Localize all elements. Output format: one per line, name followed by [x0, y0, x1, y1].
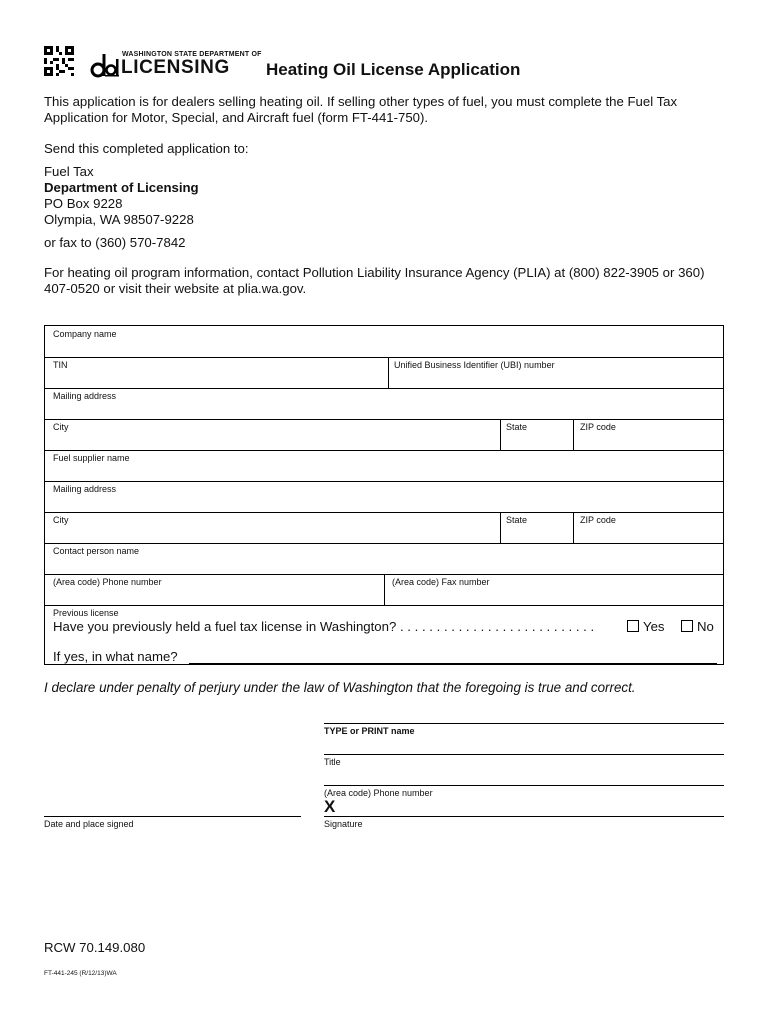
date-place-label: Date and place signed [44, 819, 134, 829]
state-field[interactable]: State [506, 422, 528, 432]
mailing-address-field[interactable]: Mailing address [53, 391, 117, 401]
intro-paragraph: This application is for dealers selling heating oil. If selling other types of fuel, you must complete the Fuel Tax Application for Motor, Special, and Aircraft fuel (form FT-441-750). [44, 94, 678, 125]
title-label: Title [324, 757, 341, 767]
address-line-bold: Department of Licensing [44, 180, 199, 195]
title-line[interactable] [324, 754, 724, 755]
no-option[interactable] [681, 619, 714, 634]
fax-text: or fax to (360) 570-7842 [44, 235, 186, 250]
address-line: PO Box 9228 [44, 196, 123, 211]
print-name-line[interactable] [324, 723, 724, 724]
perjury-declaration: I declare under penalty of perjury under the law of Washington that the foregoing is true and correct. [44, 680, 636, 695]
application-form [44, 325, 724, 665]
city-field[interactable]: City [53, 422, 69, 432]
form-number: FT-441-245 (R/12/13)WA [44, 970, 117, 977]
address-line: Olympia, WA 98507-9228 [44, 212, 194, 227]
contact-person-field[interactable]: Contact person name [53, 546, 140, 556]
previous-license-question: Have you previously held a fuel tax license in Washington? . . . . . . . . . . . . . . . . . . . . . . . . . . . [53, 619, 595, 634]
previous-license-label: Previous license [53, 608, 119, 618]
signature-label: Signature [324, 819, 363, 829]
supplier-state-field[interactable]: State [506, 515, 528, 525]
previous-name-input[interactable] [189, 663, 717, 664]
fax-field[interactable]: (Area code) Fax number [392, 577, 490, 587]
fuel-supplier-field[interactable]: Fuel supplier name [53, 453, 130, 463]
signature-line[interactable] [324, 816, 724, 817]
supplier-city-field[interactable]: City [53, 515, 69, 525]
signature-x-mark: X [324, 797, 336, 816]
date-place-line[interactable] [44, 816, 301, 817]
supplier-mailing-address-field[interactable]: Mailing address [53, 484, 117, 494]
yes-label: Yes [643, 619, 665, 634]
qr-code [44, 46, 74, 76]
print-name-label: TYPE or PRINT name [324, 726, 415, 736]
agency-name-small: WASHINGTON STATE DEPARTMENT OF [122, 51, 262, 58]
zip-field[interactable]: ZIP code [580, 422, 616, 432]
phone-field[interactable]: (Area code) Phone number [53, 577, 162, 587]
company-name-field[interactable]: Company name [53, 329, 117, 339]
rcw-reference: RCW 70.149.080 [44, 940, 146, 955]
signer-phone-line[interactable] [324, 785, 724, 786]
page-title: Heating Oil License Application [266, 60, 521, 79]
yes-checkbox[interactable] [627, 620, 639, 632]
dol-logo-icon [90, 50, 120, 78]
plia-info-text: For heating oil program information, contact Pollution Liability Insurance Agency (PLIA) at (800) 822-3905 or 360) 407-0520 or visit their website at plia.wa.gov. [44, 265, 705, 296]
no-checkbox[interactable] [681, 620, 693, 632]
supplier-zip-field[interactable]: ZIP code [580, 515, 616, 525]
no-label: No [697, 619, 714, 634]
send-to-text: Send this completed application to: [44, 141, 249, 156]
address-line: Fuel Tax [44, 164, 94, 179]
tin-field[interactable]: TIN [53, 360, 68, 370]
yes-option[interactable] [627, 619, 665, 634]
signer-phone-label: (Area code) Phone number [324, 788, 433, 798]
ubi-field[interactable]: Unified Business Identifier (UBI) number [394, 360, 555, 370]
previous-name-label: If yes, in what name? [53, 649, 178, 664]
agency-name-big: LICENSING [121, 57, 230, 78]
mailing-address-block [44, 164, 734, 228]
